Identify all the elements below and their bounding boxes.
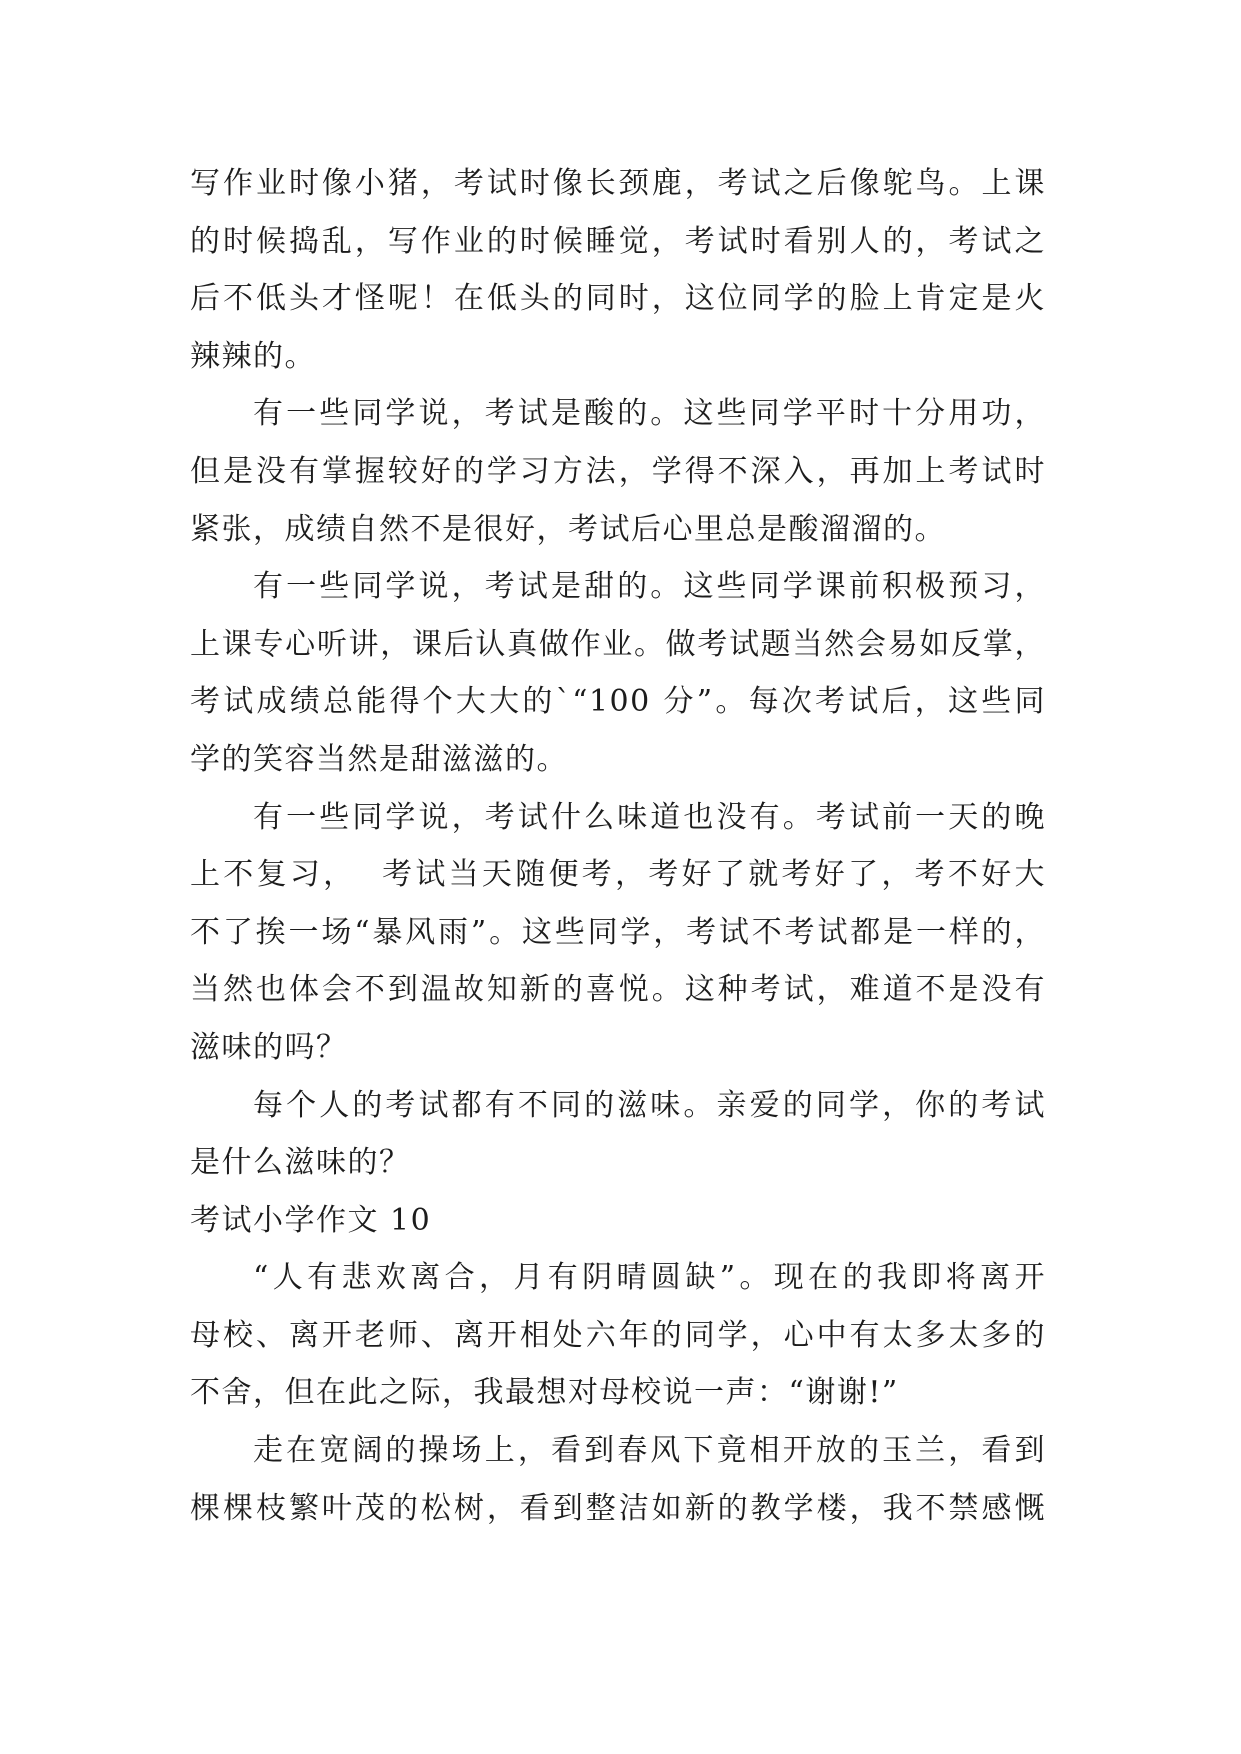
text-line: 写作业时像小猪，考试时像长颈鹿，考试之后像鸵鸟。上课 [190, 166, 1046, 201]
text-line: 不了挨一场“暴风雨”。这些同学，考试不考试都是一样的， [190, 914, 1046, 950]
text-line: 滋味的吗？ [190, 1029, 348, 1065]
text-line: 但是没有掌握较好的学习方法，学得不深入，再加上考试时 [190, 453, 1046, 489]
text-line: 的时候捣乱，写作业的时候睡觉，考试时看别人的，考试之 [190, 223, 1046, 259]
paragraph-first-line: 每个人的考试都有不同的滋味。亲爱的同学，你的考试 [253, 1087, 1046, 1123]
text-line: 学的笑容当然是甜滋滋的。 [190, 741, 568, 777]
paragraph-first-line: 有一些同学说，考试是甜的。这些同学课前积极预习， [253, 569, 1046, 605]
document-body [190, 155, 1046, 1537]
paragraph-first-line: “人有悲欢离合，月有阴晴圆缺”。现在的我即将离开 [253, 1260, 1046, 1296]
text-line: 上不复习， 考试当天随便考，考好了就考好了，考不好大 [190, 857, 1046, 893]
text-line: 母校、离开老师、离开相处六年的同学，心中有太多太多的 [190, 1317, 1046, 1353]
text-line: 不舍，但在此之际，我最想对母校说一声：“谢谢!” [190, 1375, 899, 1411]
text-line: 后不低头才怪呢！在低头的同时，这位同学的脸上肯定是火 [190, 281, 1046, 317]
text-line: 考试成绩总能得个大大的`“100 分”。每次考试后，这些同 [190, 684, 1046, 720]
paragraph-first-line: 走在宽阔的操场上，看到春风下竟相开放的玉兰，看到 [253, 1433, 1046, 1469]
text-line: 棵棵枝繁叶茂的松树，看到整洁如新的教学楼，我不禁感慨 [190, 1490, 1046, 1526]
text-line: 辣辣的。 [190, 338, 316, 374]
paragraph-first-line: 有一些同学说，考试什么味道也没有。考试前一天的晚 [253, 799, 1046, 835]
section-title: 考试小学作文 10 [190, 1202, 432, 1238]
text-line: 是什么滋味的？ [190, 1145, 411, 1181]
text-line: 上课专心听讲，课后认真做作业。做考试题当然会易如反掌， [190, 626, 1046, 662]
paragraph-first-line: 有一些同学说，考试是酸的。这些同学平时十分用功， [253, 396, 1046, 432]
text-line: 紧张，成绩自然不是很好，考试后心里总是酸溜溜的。 [190, 511, 946, 547]
text-line: 当然也体会不到温故知新的喜悦。这种考试，难道不是没有 [190, 972, 1046, 1008]
